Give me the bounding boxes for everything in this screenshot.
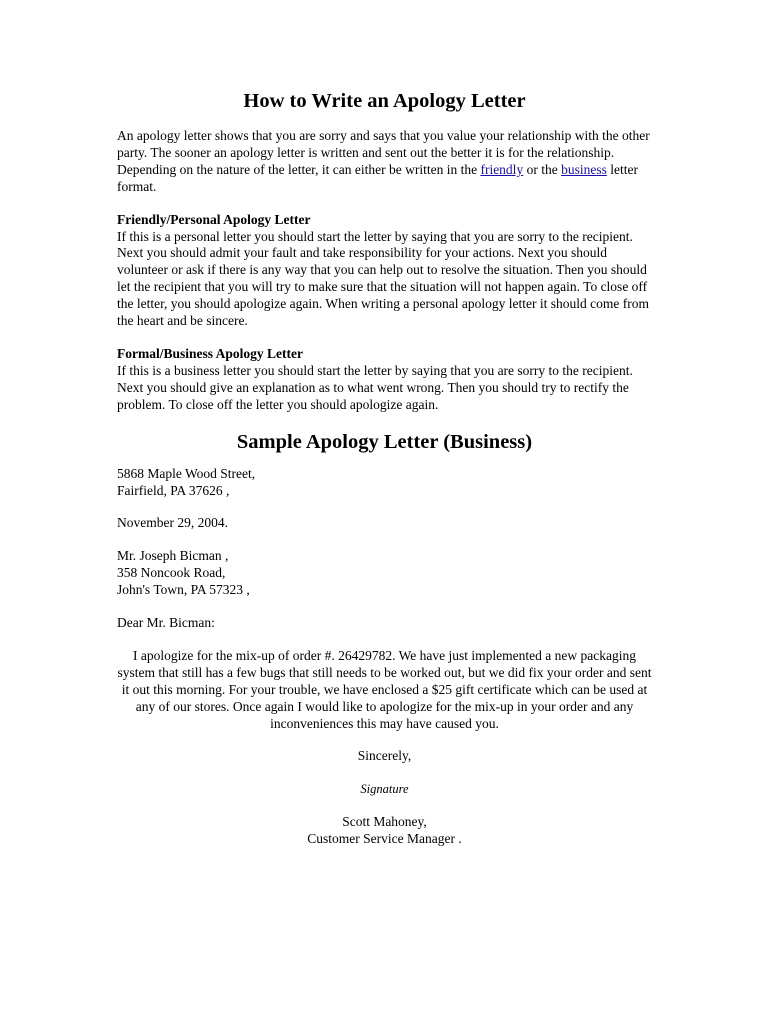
business-link[interactable]: business bbox=[561, 161, 607, 177]
letter-body: I apologize for the mix-up of order #. 26429782. We have just implemented a new packaging system that still has a few bugs that still needs to be worked out, but we did fix your order and sent it out this morning. For your trouble, we have enclosed a $25 gift certificate which can be used at any of our stores. Once again I would like to apologize for the mix-up in your order and any inconveniences this may have caused you. bbox=[117, 647, 652, 731]
formal-body: If this is a business letter you should start the letter by saying that you are sorry to the recipient. Next you should give an explanation as to what went wrong. Then you should try to rectify the problem. To close off the letter you should apologize again. bbox=[117, 362, 633, 412]
formal-heading: Formal/Business Apology Letter bbox=[117, 345, 303, 361]
intro-paragraph bbox=[117, 128, 652, 196]
recipient-line: John's Town, PA 57323 , bbox=[117, 582, 250, 598]
friendly-section bbox=[117, 212, 652, 330]
signer-block bbox=[117, 814, 652, 848]
page-title: How to Write an Apology Letter bbox=[243, 90, 526, 112]
sender-line: 5868 Maple Wood Street, bbox=[117, 465, 256, 481]
salutation: Dear Mr. Bicman: bbox=[117, 615, 215, 631]
letter-date: November 29, 2004. bbox=[117, 515, 228, 531]
signer-name: Scott Mahoney, bbox=[342, 814, 427, 830]
intro-text-1: An apology letter shows that you are sorry and says that you value your relationship with the other party. The sooner an apology letter is written and sent out the better it is for the relationship. Depending on the nature of the letter, it can either be written in the bbox=[117, 128, 650, 177]
signer-title: Customer Service Manager . bbox=[307, 831, 462, 847]
formal-section bbox=[117, 346, 652, 414]
signature: Signature bbox=[360, 782, 409, 797]
friendly-link[interactable]: friendly bbox=[480, 161, 524, 177]
intro-text-3: letter format. bbox=[117, 161, 638, 194]
recipient-line: Mr. Joseph Bicman , bbox=[117, 548, 229, 564]
recipient-address bbox=[117, 548, 652, 599]
document-content bbox=[117, 88, 652, 848]
sender-address bbox=[117, 466, 652, 500]
closing: Sincerely, bbox=[357, 748, 412, 764]
intro-text-2: or the bbox=[523, 161, 562, 177]
sender-line: Fairfield, PA 37626 , bbox=[117, 482, 230, 498]
friendly-body: If this is a personal letter you should start the letter by saying that you are sorry to the recipient. Next you should admit your fault and take responsibility for your actions. Next you should volunteer or ask if there is any way that you can help out to resolve the situation. Then you should let the recipient that you will try to make sure that the situation will not happen again. To close off the letter, you should apologize again. When writing a personal apology letter it should come from the heart and be sincere. bbox=[117, 228, 649, 329]
friendly-heading: Friendly/Personal Apology Letter bbox=[117, 211, 311, 227]
recipient-line: 358 Noncook Road, bbox=[117, 565, 226, 581]
sample-title: Sample Apology Letter (Business) bbox=[236, 430, 533, 453]
